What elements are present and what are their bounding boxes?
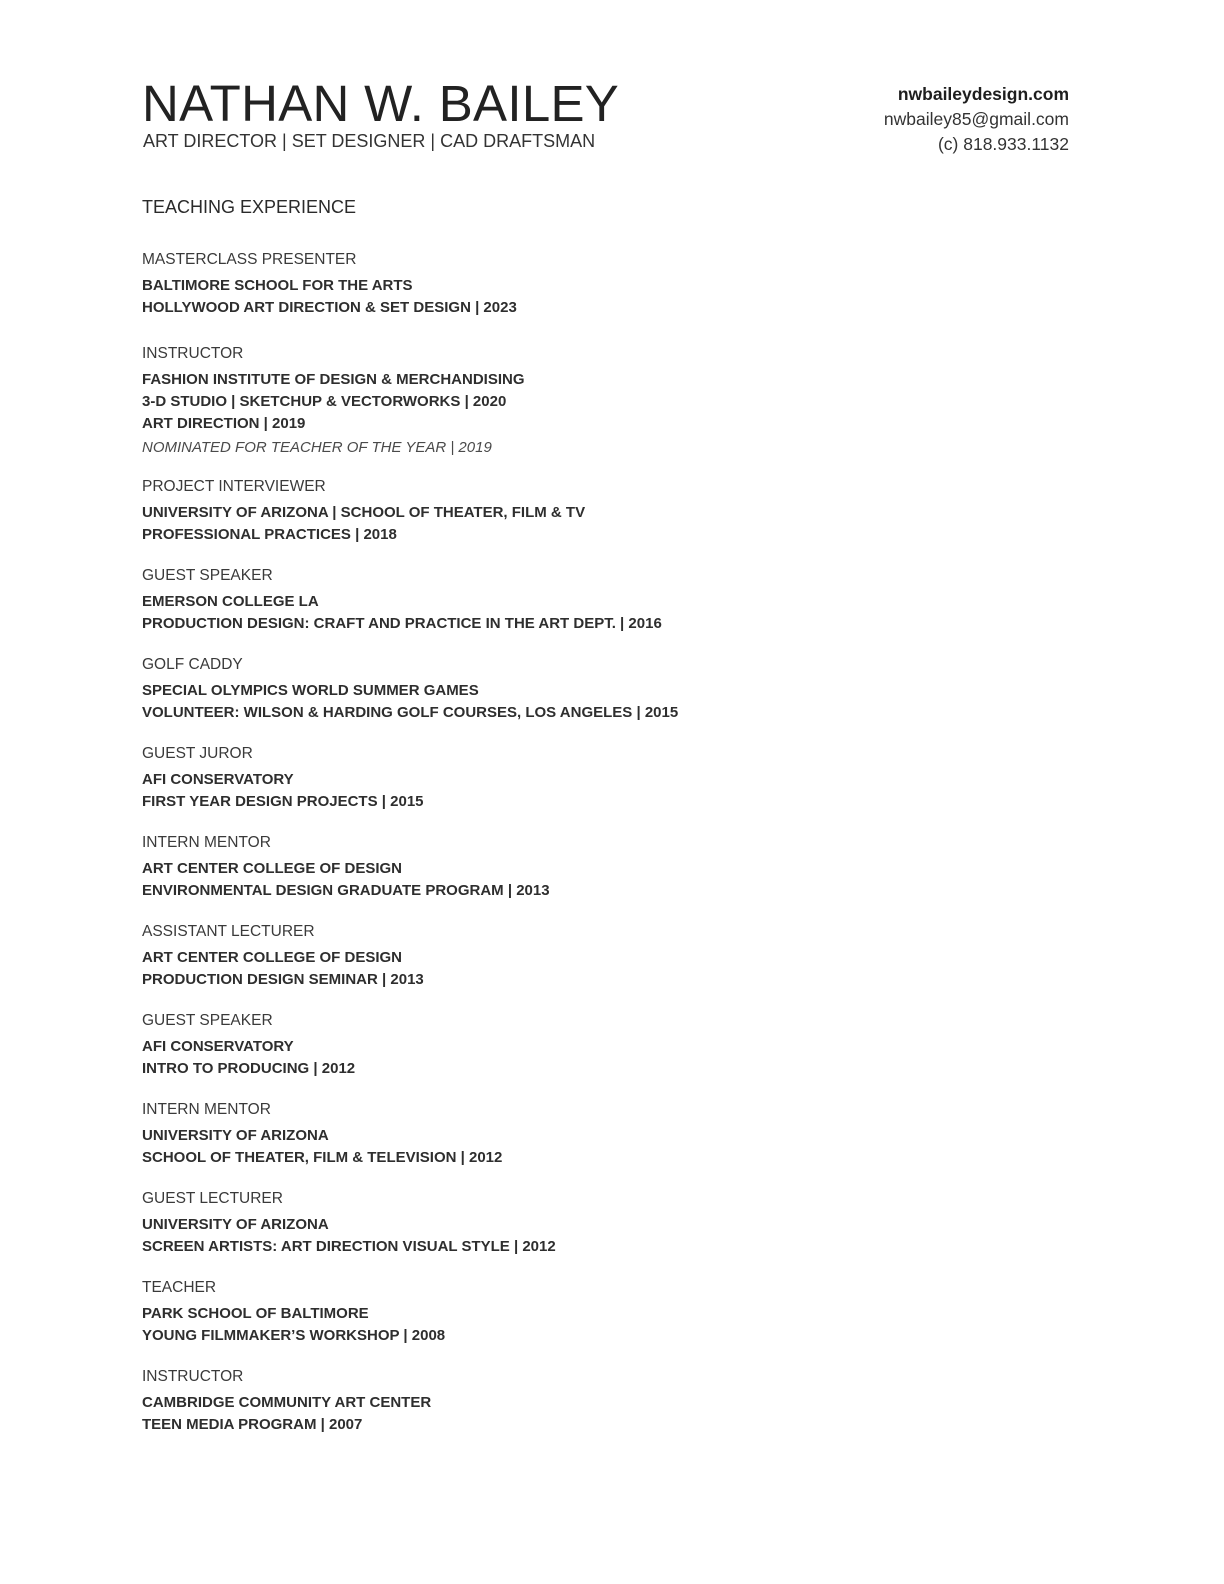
entry-institution: UNIVERSITY OF ARIZONA bbox=[142, 1216, 329, 1233]
entry-detail: INTRO TO PRODUCING | 2012 bbox=[142, 1060, 356, 1077]
entry-institution: UNIVERSITY OF ARIZONA | SCHOOL OF THEATER, FILM & TV bbox=[142, 504, 586, 521]
entry-detail: FIRST YEAR DESIGN PROJECTS | 2015 bbox=[142, 793, 424, 810]
entry-role: MASTERCLASS PRESENTER bbox=[142, 251, 357, 268]
entry-guest-juror bbox=[142, 744, 1042, 813]
entry-institution: BALTIMORE SCHOOL FOR THE ARTS bbox=[142, 277, 413, 294]
entry-institution: AFI CONSERVATORY bbox=[142, 771, 294, 788]
entry-masterclass-presenter bbox=[142, 250, 1042, 319]
entry-detail: SCREEN ARTISTS: ART DIRECTION VISUAL STYLE | 2012 bbox=[142, 1238, 556, 1255]
entry-detail: PROFESSIONAL PRACTICES | 2018 bbox=[142, 526, 397, 543]
entry-institution: AFI CONSERVATORY bbox=[142, 1038, 294, 1055]
entry-project-interviewer bbox=[142, 477, 1042, 546]
entry-detail: TEEN MEDIA PROGRAM | 2007 bbox=[142, 1416, 363, 1433]
entry-intern-mentor-arizona bbox=[142, 1100, 1042, 1169]
entry-role: GOLF CADDY bbox=[142, 656, 243, 673]
entry-guest-speaker-afi bbox=[142, 1011, 1042, 1080]
entry-role: INTERN MENTOR bbox=[142, 834, 271, 851]
entry-role: GUEST LECTURER bbox=[142, 1190, 283, 1207]
entry-role: TEACHER bbox=[142, 1279, 217, 1296]
entry-role: ASSISTANT LECTURER bbox=[142, 923, 315, 940]
entry-detail: ART DIRECTION | 2019 bbox=[142, 415, 306, 432]
entry-intern-mentor-artcenter bbox=[142, 833, 1042, 902]
entry-detail: HOLLYWOOD ART DIRECTION & SET DESIGN | 2023 bbox=[142, 299, 517, 316]
page-title: NATHAN W. BAILEY bbox=[142, 75, 620, 132]
entry-teacher bbox=[142, 1278, 1042, 1347]
entry-instructor-cambridge bbox=[142, 1367, 1042, 1436]
website-link[interactable]: nwbaileydesign.com bbox=[897, 84, 1069, 104]
entry-award-note: NOMINATED FOR TEACHER OF THE YEAR | 2019 bbox=[142, 439, 492, 456]
section-title: TEACHING EXPERIENCE bbox=[142, 197, 357, 217]
entry-role: INTERN MENTOR bbox=[142, 1101, 271, 1118]
entry-institution: UNIVERSITY OF ARIZONA bbox=[142, 1127, 329, 1144]
entry-institution: CAMBRIDGE COMMUNITY ART CENTER bbox=[142, 1394, 432, 1411]
entry-detail: PRODUCTION DESIGN: CRAFT AND PRACTICE IN THE ART DEPT. | 2016 bbox=[142, 615, 662, 632]
entry-institution: FASHION INSTITUTE OF DESIGN & MERCHANDISING bbox=[142, 371, 525, 388]
entry-role: GUEST SPEAKER bbox=[142, 567, 273, 584]
entry-detail: SCHOOL OF THEATER, FILM & TELEVISION | 2012 bbox=[142, 1149, 503, 1166]
entry-institution: SPECIAL OLYMPICS WORLD SUMMER GAMES bbox=[142, 682, 479, 699]
entry-detail: 3-D STUDIO | SKETCHUP & VECTORWORKS | 2020 bbox=[142, 393, 507, 410]
entry-detail: VOLUNTEER: WILSON & HARDING GOLF COURSES, LOS ANGELES | 2015 bbox=[142, 704, 679, 721]
entry-guest-speaker-emerson bbox=[142, 566, 1042, 635]
entry-golf-caddy bbox=[142, 655, 1042, 724]
page-subtitle: ART DIRECTOR | SET DESIGNER | CAD DRAFTSMAN bbox=[143, 131, 596, 151]
entry-role: INSTRUCTOR bbox=[142, 1368, 244, 1385]
phone-number: (c) 818.933.1132 bbox=[937, 134, 1069, 154]
contact-block bbox=[884, 82, 1069, 157]
entry-guest-lecturer bbox=[142, 1189, 1042, 1258]
entry-role: INSTRUCTOR bbox=[142, 345, 244, 362]
entry-instructor-fidm bbox=[142, 344, 1042, 460]
entry-institution: EMERSON COLLEGE LA bbox=[142, 593, 319, 610]
entry-role: GUEST SPEAKER bbox=[142, 1012, 273, 1029]
entry-institution: ART CENTER COLLEGE OF DESIGN bbox=[142, 949, 403, 966]
teaching-entries bbox=[142, 250, 1042, 1456]
entry-institution: PARK SCHOOL OF BALTIMORE bbox=[142, 1305, 369, 1322]
email-link[interactable]: nwbailey85@gmail.com bbox=[883, 109, 1069, 129]
entry-detail: PRODUCTION DESIGN SEMINAR | 2013 bbox=[142, 971, 424, 988]
entry-role: PROJECT INTERVIEWER bbox=[142, 478, 326, 495]
entry-role: GUEST JUROR bbox=[142, 745, 253, 762]
entry-assistant-lecturer bbox=[142, 922, 1042, 991]
entry-detail: ENVIRONMENTAL DESIGN GRADUATE PROGRAM | 2013 bbox=[142, 882, 550, 899]
entry-detail: YOUNG FILMMAKER’S WORKSHOP | 2008 bbox=[142, 1327, 446, 1344]
entry-institution: ART CENTER COLLEGE OF DESIGN bbox=[142, 860, 403, 877]
